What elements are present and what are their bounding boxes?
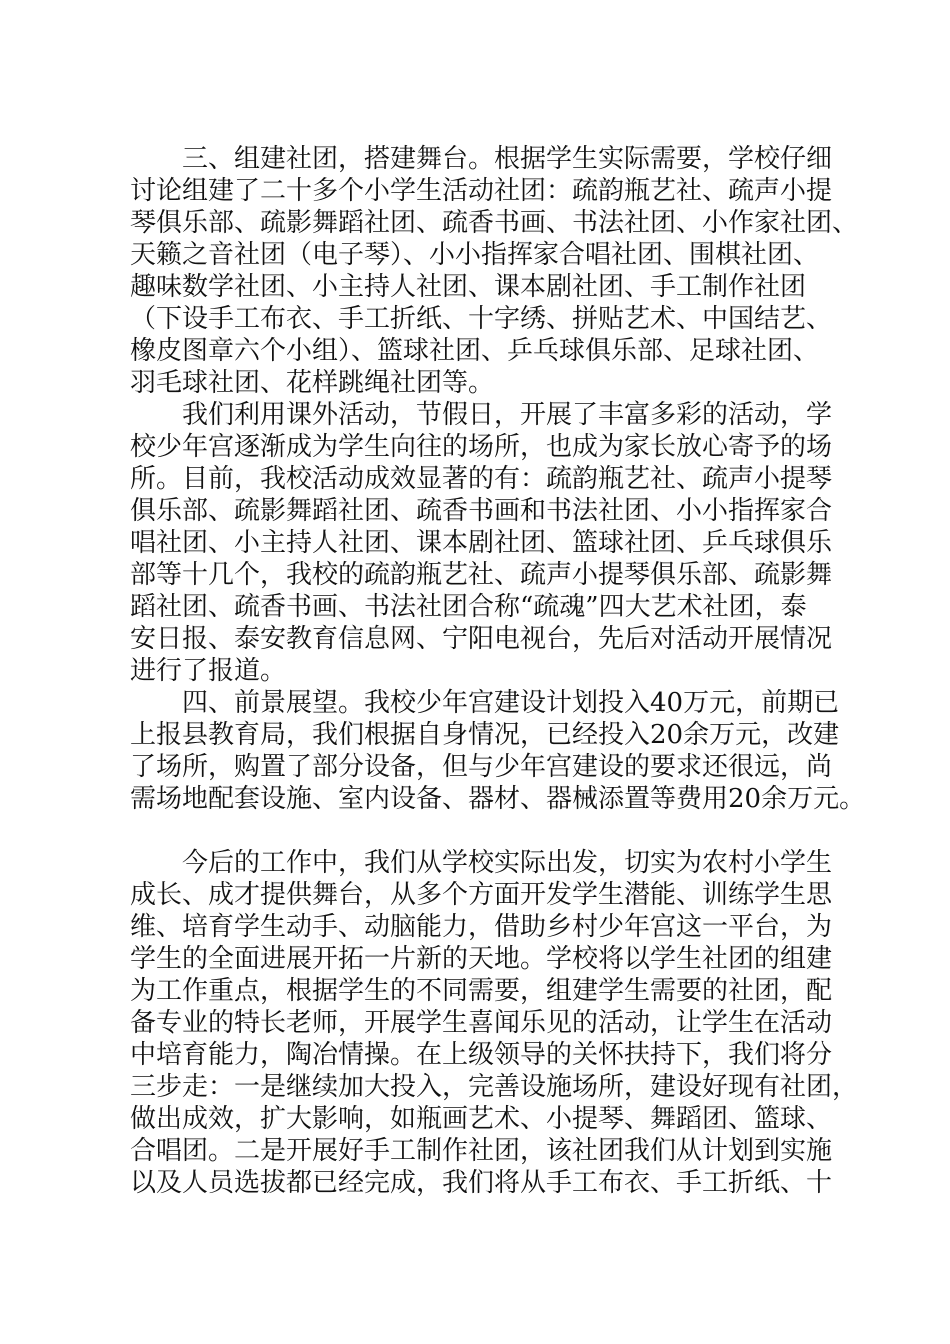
text-line: 四、前景展望。我校少年宫建设计划投入40万元，前期已 [182,688,840,718]
text-line: 了场所，购置了部分设备，但与少年宫建设的要求还很远，尚 [130,752,833,782]
text-line: 进行了报道。 [130,656,287,686]
text-line: 蹈社团、疏香书画、书法社团合称“疏魂”四大艺术社团，泰 [130,592,807,622]
text-line: 橡皮图章六个小组）、篮球社团、乒乓球俱乐部、足球社团、 [130,336,820,366]
text-line: 备专业的特长老师，开展学生喜闻乐见的活动，让学生在活动 [130,1008,833,1038]
text-line: 需场地配套设施、室内设备、器材、器械添置等费用20余万元。 [130,784,866,814]
text-line: 以及人员选拔都已经完成，我们将从手工布衣、手工折纸、十 [130,1168,833,1198]
text-line: 趣味数学社团、小主持人社团、课本剧社团、手工制作社团 [130,272,807,302]
paragraph-future-work [130,847,859,1199]
text-line: 学生的全面进展开拓一片新的天地。学校将以学生社团的组建 [130,944,833,974]
text-line: 做出成效，扩大影响，如瓶画艺术、小提琴、舞蹈团、篮球、 [130,1104,833,1134]
text-line: 天籁之音社团（电子琴）、小小指挥家合唱社团、围棋社团、 [130,240,820,270]
text-line: 唱社团、小主持人社团、课本剧社团、篮球社团、乒乓球俱乐 [130,528,833,558]
text-line: 校少年宫逐渐成为学生向往的场所，也成为家长放心寄予的场 [130,432,833,462]
text-line: 为工作重点，根据学生的不同需要，组建学生需要的社团，配 [130,976,833,1006]
text-line: 上报县教育局，我们根据自身情况，已经投入20余万元，改建 [130,720,840,750]
text-line: 讨论组建了二十多个小学生活动社团：疏韵瓶艺社、疏声小提 [130,176,833,206]
paragraph-clubs [130,143,859,399]
paragraph-activities [130,399,833,687]
text-line: 今后的工作中，我们从学校实际出发，切实为农村小学生 [182,848,833,878]
text-line: 成长、成才提供舞台，从多个方面开发学生潜能、训练学生思 [130,880,833,910]
text-line: 合唱团。二是开展好手工制作社团，该社团我们从计划到实施 [130,1136,833,1166]
text-line: 中培育能力，陶冶情操。在上级领导的关怀扶持下，我们将分 [130,1040,833,1070]
text-line: 羽毛球社团、花样跳绳社团等。 [130,368,495,398]
text-line: 我们利用课外活动，节假日，开展了丰富多彩的活动，学 [182,400,833,430]
text-line: 部等十几个，我校的疏韵瓶艺社、疏声小提琴俱乐部、疏影舞 [130,560,833,590]
paragraph-outlook [130,687,866,815]
text-line: 三步走：一是继续加大投入，完善设施场所，建设好现有社团， [130,1072,859,1102]
text-line: （下设手工布衣、手工折纸、十字绣、拼贴艺术、中国结艺、 [130,304,833,334]
paragraph-gap [130,815,830,847]
text-line: 俱乐部、疏影舞蹈社团、疏香书画和书法社团、小小指挥家合 [130,496,833,526]
text-line: 所。目前，我校活动成效显著的有：疏韵瓶艺社、疏声小提琴 [130,464,833,494]
text-line: 安日报、泰安教育信息网、宁阳电视台，先后对活动开展情况 [130,624,833,654]
text-line: 维、培育学生动手、动脑能力，借助乡村少年宫这一平台，为 [130,912,833,942]
text-line: 三、组建社团，搭建舞台。根据学生实际需要，学校仔细 [182,144,833,174]
document-body [130,143,866,1199]
text-line: 琴俱乐部、疏影舞蹈社团、疏香书画、书法社团、小作家社团、 [130,208,859,238]
